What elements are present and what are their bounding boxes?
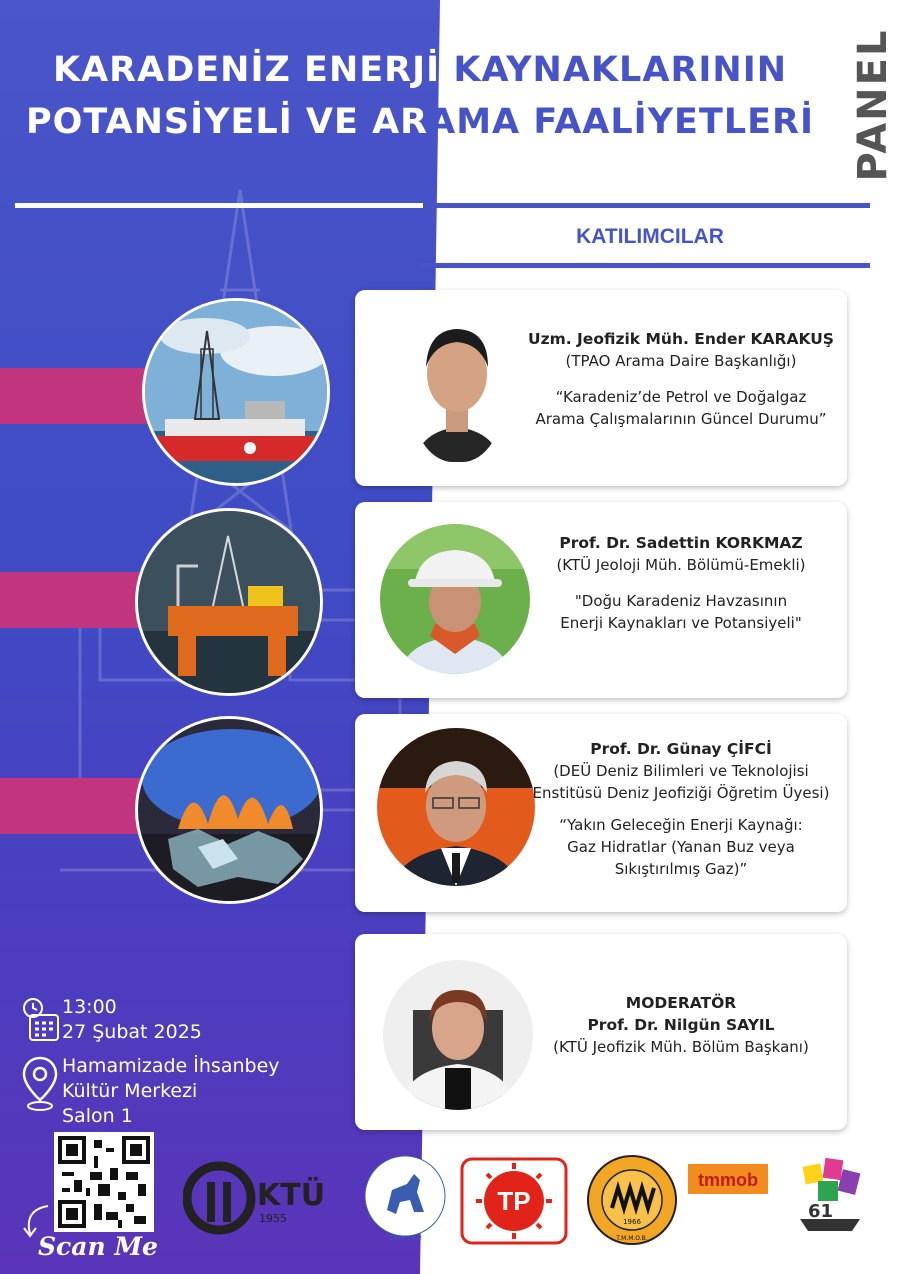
talk-title-line: Enerji Kaynakları ve Potansiyeli" (560, 614, 802, 632)
speaker-affiliation: (KTÜ Jeoloji Müh. Bölümü-Emekli) (556, 556, 806, 574)
magenta-stripe (0, 778, 150, 834)
calendar-clock-icon (20, 995, 62, 1050)
event-date: 27 Şubat 2025 (62, 1021, 202, 1043)
speaker-portrait (410, 312, 505, 462)
magenta-stripe (0, 368, 150, 424)
talk-title-line: “Yakın Geleceğin Enerji Kaynağı: (559, 816, 803, 834)
speaker-text (520, 532, 842, 634)
speaker-text (520, 738, 842, 880)
magenta-stripe (0, 572, 150, 628)
title-line-2 (0, 102, 840, 142)
tpao-logo (460, 1157, 568, 1249)
speaker-portrait (377, 728, 535, 886)
divider-white (15, 203, 423, 208)
section-heading: KATILIMCILAR (576, 225, 724, 248)
moderator-card (355, 934, 847, 1130)
ktu-logo-year: 1955 (259, 1212, 287, 1225)
jeofizik-chamber-logo (586, 1154, 678, 1250)
speaker-card (355, 714, 847, 912)
talk-title-line: "Doğu Karadeniz Havzasının (574, 592, 788, 610)
tmmob-logo-text: tmmob (698, 1170, 758, 1190)
divider-blue-top (428, 203, 870, 208)
qr-code[interactable] (54, 1132, 154, 1232)
venue-line: Kültür Merkezi (62, 1080, 198, 1102)
jeofizik-logo-sub: T.M.M.O.B. (616, 1235, 648, 1242)
panel-vertical-label (850, 20, 896, 190)
talk-title-line: Sıkıştırılmış Gaz)” (614, 860, 748, 878)
moderator-name: Prof. Dr. Nilgün SAYIL (587, 1016, 775, 1034)
deu-logo (362, 1150, 448, 1250)
ktu-logo (183, 1160, 343, 1244)
trabzon-61-logo (790, 1155, 872, 1255)
event-info (20, 995, 280, 1129)
title-line-1 (0, 50, 840, 90)
moderator-text (520, 992, 842, 1058)
speaker-affiliation-line: (DEÜ Deniz Bilimleri ve Teknolojisi (553, 762, 809, 780)
deu-logo-city: İZMİR-1982 (387, 1235, 423, 1242)
tmmob-logo (686, 1152, 770, 1244)
talk-title-line: “Karadeniz’de Petrol ve Doğalgaz (555, 388, 807, 406)
moderator-role: MODERATÖR (625, 994, 737, 1012)
speaker-affiliation-line: Enstitüsü Deniz Jeofiziği Öğretim Üyesi) (532, 784, 830, 802)
title-line-2-blue: AMA FAALİYETLERİ (428, 102, 815, 142)
speaker-card (355, 502, 847, 698)
moderator-portrait (383, 960, 533, 1110)
talk-title-line: Arama Çalışmalarının Güncel Durumu” (535, 410, 827, 428)
speaker-name: Uzm. Jeofizik Müh. Ender KARAKUŞ (528, 330, 834, 348)
title-line-1-white: KARADENİZ ENERJİ (52, 50, 441, 90)
tpao-logo-text: TP (497, 1186, 531, 1216)
title-line-1-blue: KAYNAKLARININ (453, 50, 788, 90)
venue-line: Hamamizade İhsanbey (62, 1055, 280, 1077)
location-pin-icon (20, 1054, 62, 1121)
divider-blue-bottom (420, 263, 870, 268)
speaker-card (355, 290, 847, 486)
speaker-affiliation: (TPAO Arama Daire Başkanlığı) (565, 352, 797, 370)
speaker-text (520, 328, 842, 430)
scan-me-label: Scan Me (38, 1232, 158, 1261)
gas-hydrate-image (135, 716, 323, 904)
drillship-image (142, 298, 330, 486)
venue-line: Salon 1 (62, 1105, 133, 1127)
panel-label-text: PANEL (850, 28, 896, 182)
offshore-platform-image (135, 508, 323, 696)
ktu-logo-text: KTÜ (257, 1178, 326, 1213)
speaker-name: Prof. Dr. Günay ÇİFCİ (590, 740, 772, 758)
moderator-affiliation: (KTÜ Jeofizik Müh. Bölüm Başkanı) (553, 1038, 809, 1056)
event-datetime (20, 995, 280, 1050)
jeofizik-logo-year: 1966 (623, 1218, 641, 1226)
speaker-portrait (380, 524, 530, 674)
trabzon-logo-text: 61 (808, 1201, 834, 1222)
event-time: 13:00 (62, 996, 117, 1018)
talk-title-line: Gaz Hidratlar (Yanan Buz veya (567, 838, 795, 856)
event-venue (20, 1054, 280, 1129)
speaker-name: Prof. Dr. Sadettin KORKMAZ (559, 534, 803, 552)
title-line-2-white: POTANSİYELİ VE AR (25, 102, 429, 142)
